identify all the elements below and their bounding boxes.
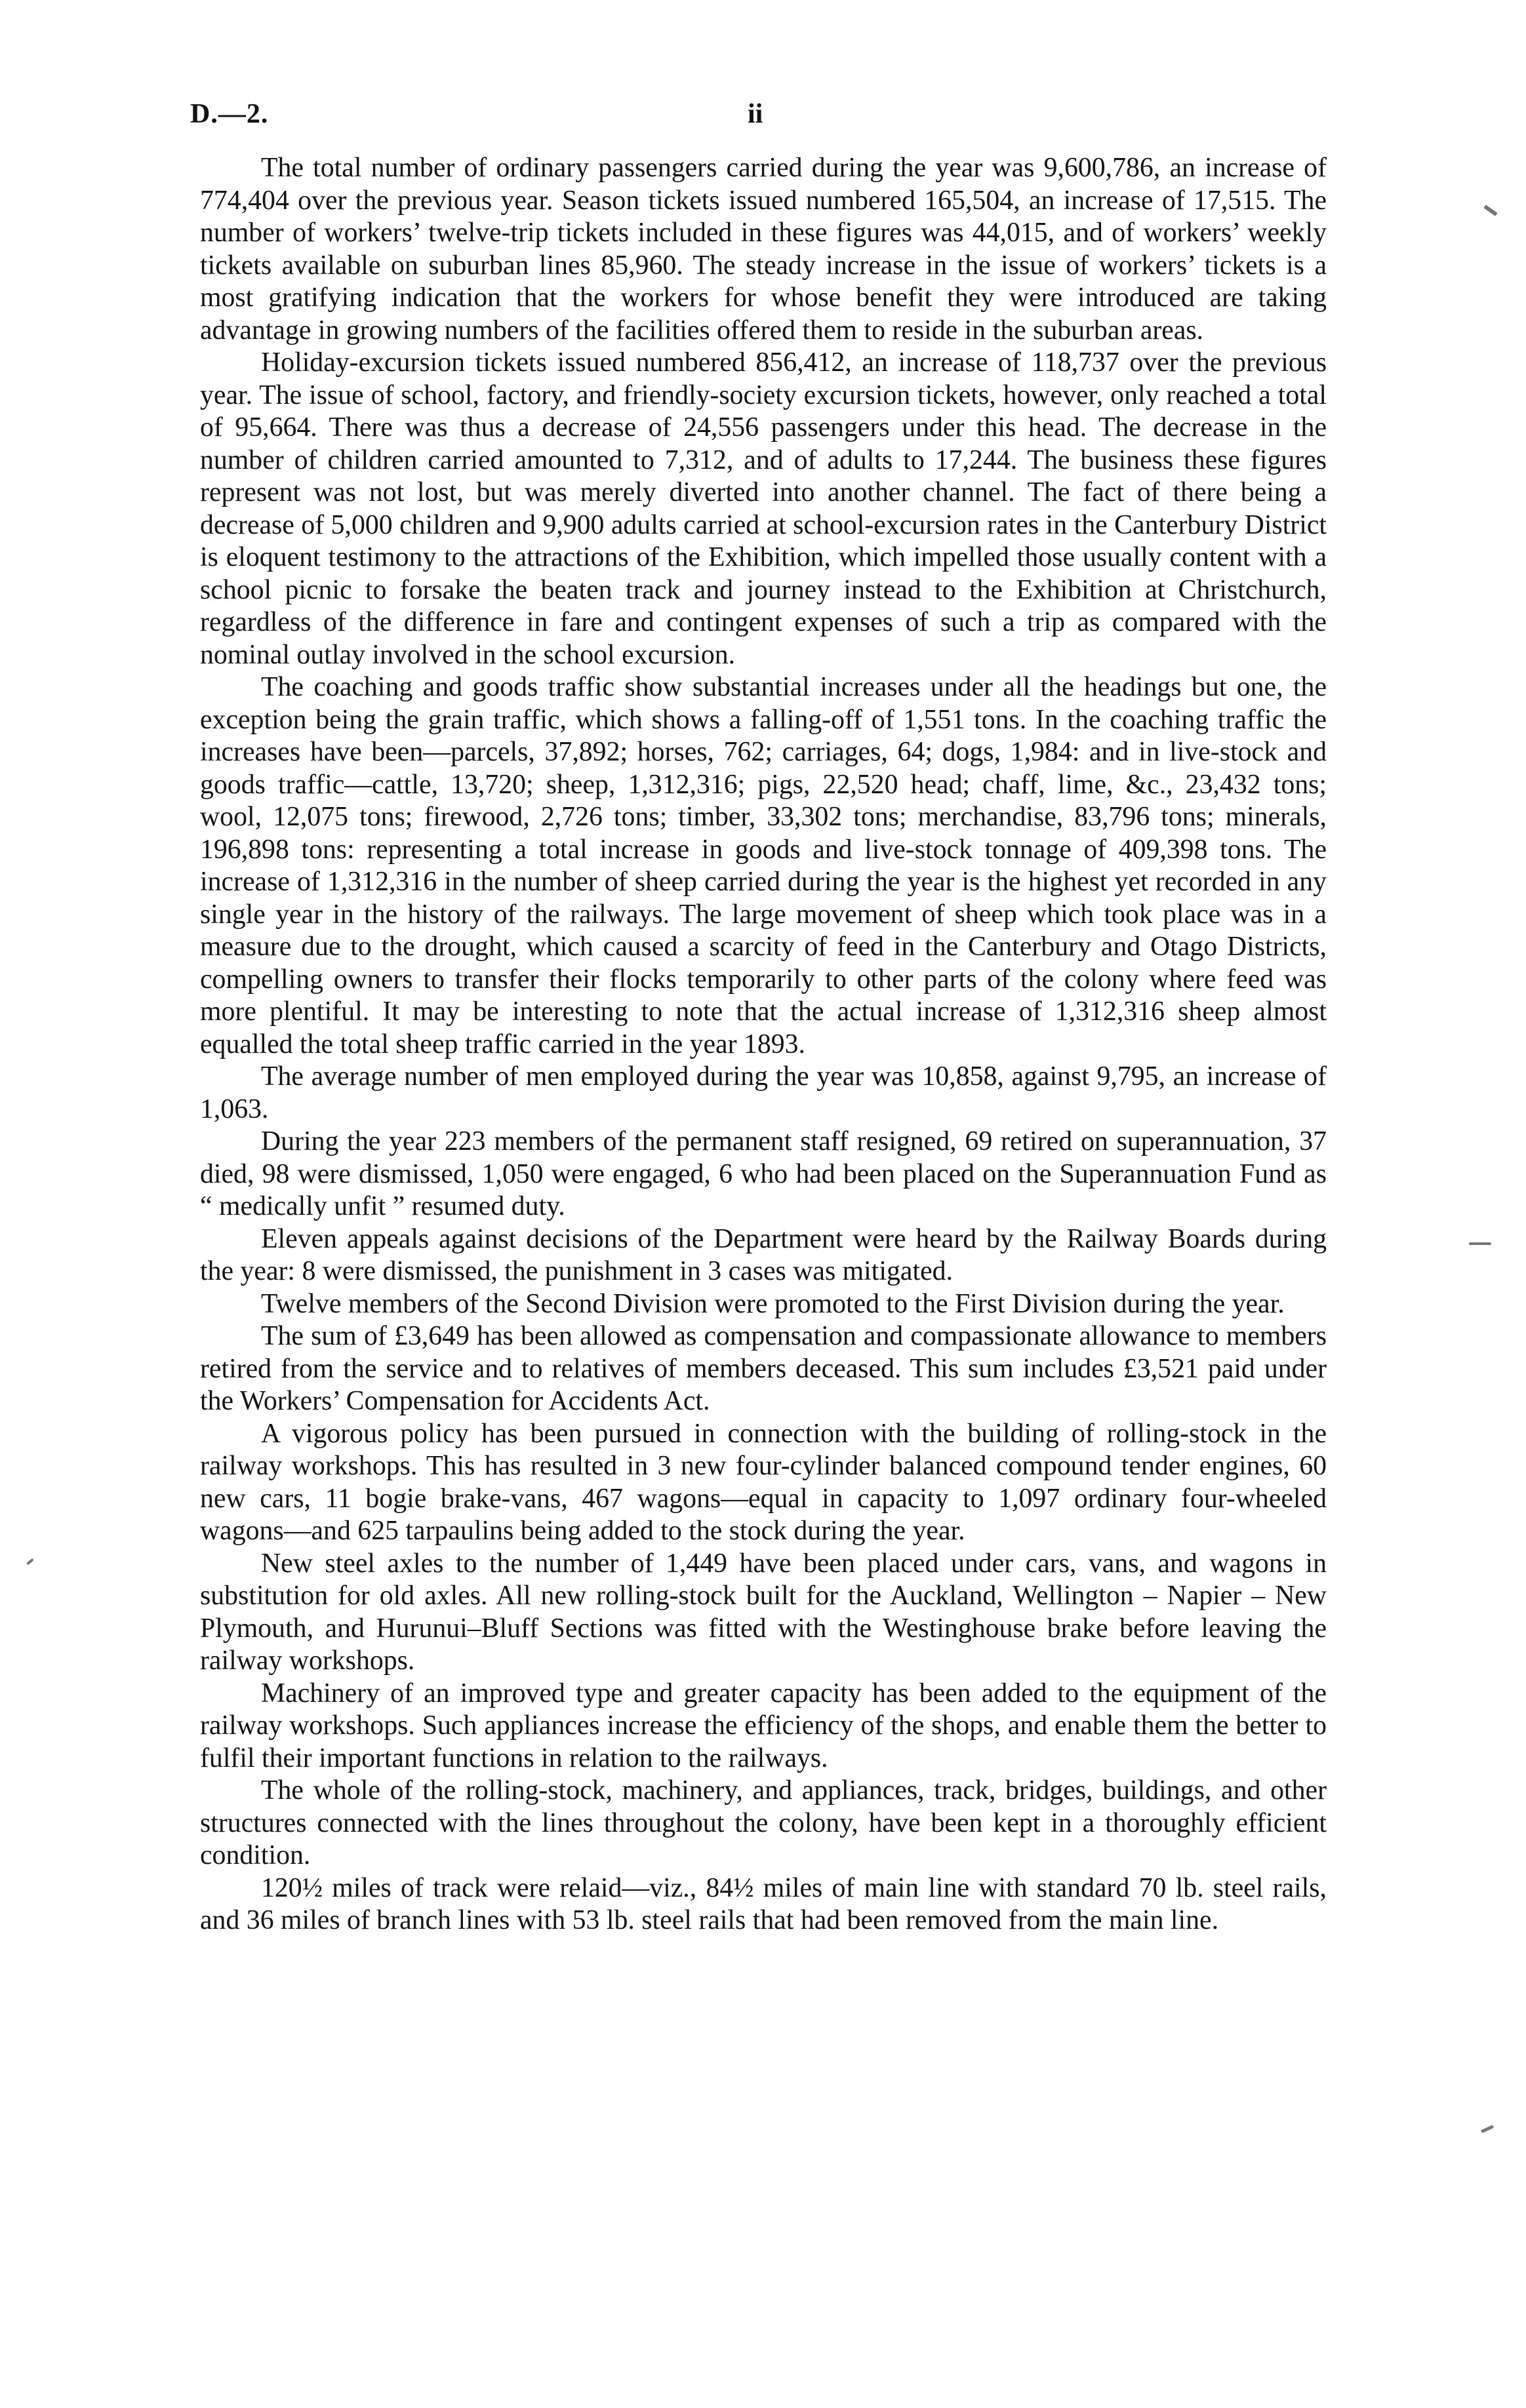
- report-body: [200, 152, 1327, 1937]
- paragraph-holiday-excursion: Holiday-excursion tickets issued numbered 856,412, an increase of 118,737 over the previous year. The issue of school, factory, and friendly-society excursion tickets, however, only reached a total of 95,664. There was thus a decrease of 24,556 passengers under this head. The decrease in the number of children carried amounted to 7,312, and of adults to 17,244. The business these figures represent was not lost, but was merely diverted into another channel. The fact of there being a decrease of 5,000 children and 9,900 adults carried at school-excursion rates in the Canterbury District is eloquent testimony to the attractions of the Exhibition, which impelled those usually content with a school picnic to forsake the beaten track and journey instead to the Exhibition at Christchurch, regardless of the difference in fare and contingent expenses of such a trip as compared with the nominal outlay involved in the school excursion.: [200, 347, 1327, 670]
- paragraph-men-employed: The average number of men employed during the year was 10,858, against 9,795, an increase of 1,063.: [200, 1061, 1327, 1124]
- paragraph-track-relaid: 120½ miles of track were relaid—viz., 84½ miles of main line with standard 70 lb. steel rails, and 36 miles of branch lines with 53 lb. steel rails that had been removed from the main line.: [200, 1872, 1327, 1935]
- paragraph-coaching-goods-traffic: The coaching and goods traffic show substantial increases under all the headings but one, the exception being the grain traffic, which shows a falling-off of 1,551 tons. In the coaching traffic the increases have been—parcels, 37,892; horses, 762; carriages, 64; dogs, 1,984: and in live-stock and goods traffic—cattle, 13,720; sheep, 1,312,316; pigs, 22,520 head; chaff, lime, &c., 23,432 tons; wool, 12,075 tons; firewood, 2,726 tons; timber, 33,302 tons; merchandise, 83,796 tons; minerals, 196,898 tons: representing a total increase in goods and live-stock tonnage of 409,398 tons. The increase of 1,312,316 in the number of sheep carried during the year is the highest yet recorded in any single year in the history of the railways. The large movement of sheep which took place was in a measure due to the drought, which caused a scarcity of feed in the Canterbury and Otago Districts, compelling owners to transfer their flocks temporarily to other parts of the colony where feed was more plentiful. It may be interesting to note that the actual increase of 1,312,316 sheep almost equalled the total sheep traffic carried in the year 1893.: [200, 672, 1327, 1059]
- paragraph-appeals: Eleven appeals against decisions of the Department were heard by the Railway Boards during the year: 8 were dismissed, the punishment in 3 cases was mitigated.: [200, 1223, 1327, 1286]
- paragraph-passengers: The total number of ordinary passengers carried during the year was 9,600,786, an increase of 774,404 over the previous year. Season tickets issued numbered 165,504, an increase of 17,515. The number of workers’ twelve-trip tickets included in these figures was 44,015, and of workers’ weekly tickets available on suburban lines 85,960. The steady increase in the issue of workers’ tickets is a most gratifying indication that the workers for whose benefit they were introduced are taking advantage in growing numbers of the facilities offered them to reside in the suburban areas.: [200, 153, 1327, 345]
- scan-mark: [1469, 1242, 1491, 1245]
- paragraph-promotions: Twelve members of the Second Division were promoted to the First Division during the year.: [261, 1288, 1285, 1319]
- paragraph-machinery: Machinery of an improved type and greater capacity has been added to the equipment of the railway workshops. Such appliances increase the efficiency of the shops, and enable them the better to fulfil their important functions in relation to the railways.: [200, 1678, 1327, 1773]
- scan-mark: [1481, 2125, 1494, 2133]
- paragraph-staff-changes: During the year 223 members of the permanent staff resigned, 69 retired on superannuation, 37 died, 98 were dismissed, 1,050 were engaged, 6 who had been placed on the Superannuation Fund as “ medically unfit ” resumed duty.: [200, 1126, 1327, 1221]
- paragraph-compensation: The sum of £3,649 has been allowed as compensation and compassionate allowance to members retired from the service and to relatives of members deceased. This sum includes £3,521 paid under the Workers’ Compensation for Accidents Act.: [200, 1321, 1327, 1416]
- paragraph-steel-axles: New steel axles to the number of 1,449 have been placed under cars, vans, and wagons in substitution for old axles. All new rolling-stock built for the Auckland, Wellington – Napier – New Plymouth, and Hurunui–Bluff Sections was fitted with the Westinghouse brake before leaving the railway workshops.: [200, 1548, 1327, 1676]
- page-header: [0, 0, 1526, 157]
- paragraph-rolling-stock: A vigorous policy has been pursued in connection with the building of rolling-stock in the railway workshops. This has resulted in 3 new four-cylinder balanced compound tender engines, 60 new cars, 11 bogie brake-vans, 467 wagons—equal in capacity to 1,097 ordinary four-wheeled wagons—and 625 tarpaulins being added to the stock during the year.: [200, 1418, 1327, 1546]
- page-number: ii: [748, 99, 763, 129]
- paragraph-maintenance: The whole of the rolling-stock, machinery, and appliances, track, bridges, buildings, and other structures connected with the lines throughout the colony, have been kept in a thoroughly efficient condition.: [200, 1775, 1327, 1870]
- report-reference: D.—2.: [190, 99, 269, 129]
- scan-mark: [26, 1558, 34, 1566]
- scan-mark: [1483, 205, 1497, 216]
